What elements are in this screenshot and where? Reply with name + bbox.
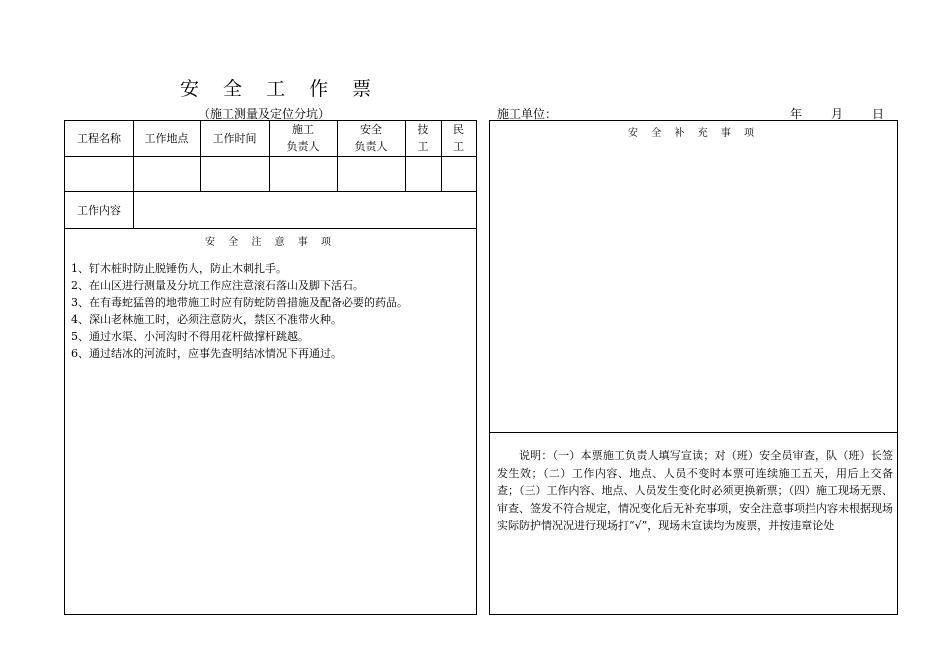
- safety-note-item: 3、在有毒蛇猛兽的地带施工时应有防蛇防兽措施及配备必要的药品。: [71, 296, 408, 309]
- col-header-laborer-line2: 工: [453, 140, 464, 153]
- col-header-safety-lead-line1: 安全: [360, 123, 382, 136]
- col-header-location: 工作地点: [144, 132, 189, 145]
- safety-note-item: 4、深山老林施工时，必须注意防火，禁区不准带火种。: [71, 313, 342, 326]
- work-content-col-divider: [133, 191, 134, 229]
- safety-note-item: 6、通过结冰的河流时，应事先查明结冰情况下再通过。: [71, 347, 342, 360]
- col-header-construction-lead-line1: 施工: [292, 123, 314, 136]
- safety-note-item: 1、钉木桩时防止脱锤伤人，防止木刺扎手。: [71, 262, 287, 275]
- work-content-label: 工作内容: [77, 204, 121, 217]
- document-subtitle: （施工测量及定位分坑）: [198, 107, 331, 121]
- date-month-label: 月: [831, 107, 844, 121]
- safety-note-item: 5、通过水渠、小河沟时不得用花杆做撑杆跳越。: [71, 330, 309, 343]
- col-header-time: 工作时间: [212, 132, 257, 145]
- work-content-divider: [65, 228, 476, 229]
- ticket-left-panel: [64, 120, 477, 615]
- date-year-label: 年: [790, 107, 803, 121]
- construction-unit-label: 施工单位：: [497, 107, 558, 121]
- date-day-label: 日: [872, 107, 885, 121]
- col-header-technician-line2: 工: [417, 140, 429, 153]
- explanation-divider: [490, 432, 897, 433]
- col-header-project-name: 工程名称: [77, 132, 121, 145]
- safety-notes-heading: 安 全 注 意 事 项: [205, 237, 336, 248]
- document-title: 安 全 工 作 票: [180, 78, 381, 100]
- supplement-heading: 安 全 补 充 事 项: [628, 128, 759, 139]
- col-header-technician-line1: 技: [417, 123, 429, 136]
- explanation-text: 说明：（一）本票施工负责人填写宣读；对（班）安全员审查，队（班）长签发生效；（二）工作内容、地点、人员不变时本票可连续施工五天，用后上交备查；（三）工作内容、地点、人员发生变化时必须更换新票；（四）施工现场无票、审查、签发不符合规定，情况变化后无补充事项，安全注意事项拦内容未根据现场实际防护情况况进行现场打“√”，现场未宣读均为废票，并按违章论处: [497, 449, 893, 532]
- ticket-right-panel: [489, 120, 898, 615]
- header-row-divider: [65, 156, 476, 157]
- col-header-construction-lead-line2: 负责人: [286, 140, 320, 153]
- safety-note-item: 2、在山区进行测量及分坑工作应注意滚石落山及脚下活石。: [71, 279, 364, 292]
- col-header-safety-lead-line2: 负责人: [354, 140, 388, 153]
- data-row-divider: [65, 191, 476, 192]
- col-header-laborer-line1: 民: [453, 123, 464, 136]
